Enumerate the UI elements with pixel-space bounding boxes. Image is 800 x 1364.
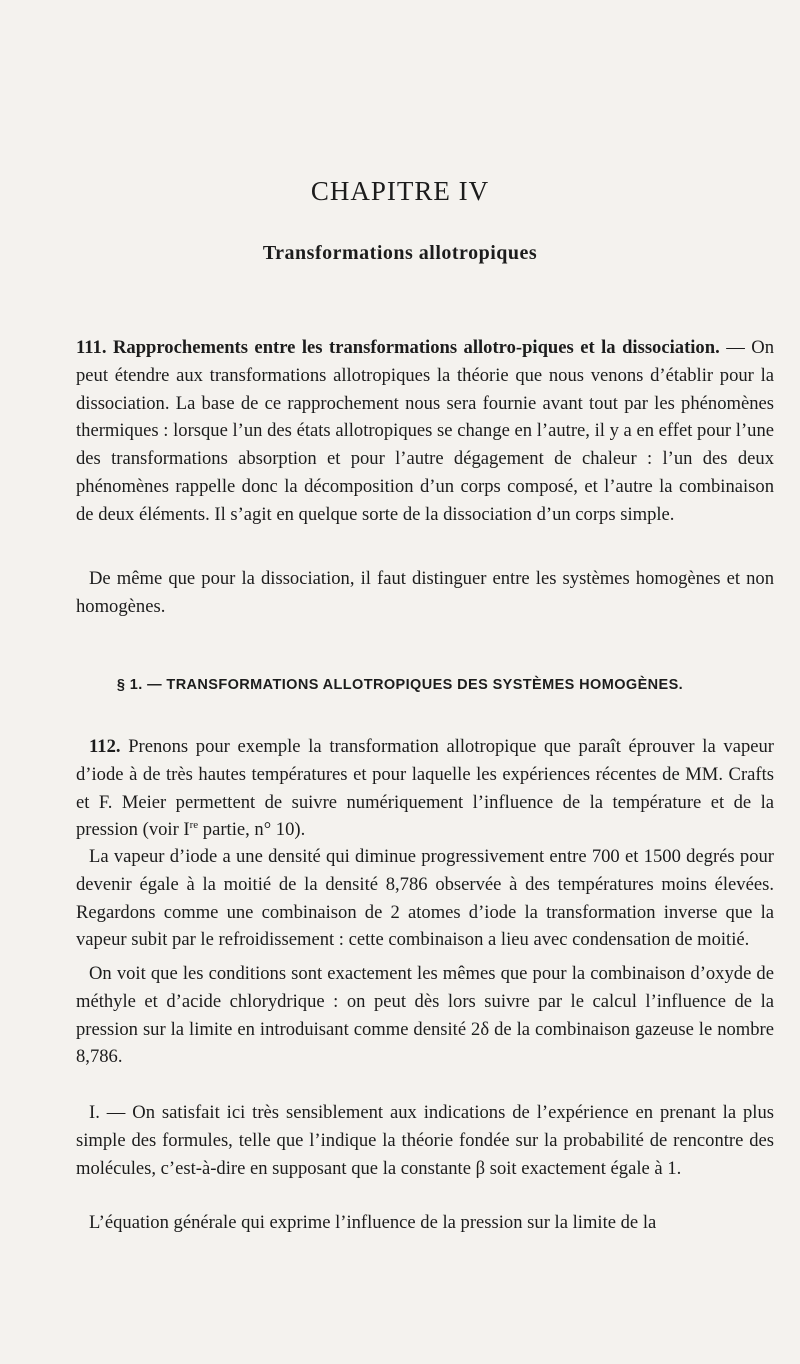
paragraph-heading: Rapprochements entre les transformations allotro-piques et la dissociation.: [112, 337, 720, 358]
paragraph-I: I. — On satisfait ici très sensiblement aux indications de l’expérience en prenant la plus simple des formules, telle que l’indique la théorie fondée sur la probabilité de rencontre des molécules, c’est-à-dire en supposant que la constante β soit exactement égale à 1.: [76, 1102, 774, 1179]
paragraph-text-end: partie, n° 10).: [198, 819, 306, 841]
paragraph-111-continued: De même que pour la dissociation, il faut distinguer entre les systèmes homogènes et non homogènes.: [76, 568, 774, 617]
chapter-title: CHAPITRE IV: [310, 176, 490, 206]
paragraph-number: 112.: [89, 736, 121, 757]
paragraph-number: 111.: [76, 337, 107, 358]
paragraph-112-density: La vapeur d’iode a une densité qui diminue progressivement entre 700 et 1500 degrés pour devenir égale à la moitié de la densité 8,786 observée à des températures moins élevées. Regardons comme une combinaison de 2 atomes d’iode la transformation inverse que la vapeur subit par le refroidissement : cette combinaison a lieu avec condensation de moitié.: [76, 846, 774, 951]
paragraph-text: — On peut étendre aux transformations allotropiques la théorie que nous venons d’établir pour la dissociation. La base de ce rapprochement nous sera fournie avant tout par les phénomènes thermiques : lorsque l’un des états allotropiques se change en l’autre, il y a en effet pour l’une des transformations absorption et pour l’autre dégagement de chaleur : l’un des deux phénomènes rappelle donc la décomposition d’un corps composé, et l’autre la combinaison de deux éléments. Il s’agit en quelque sorte de la dissociation d’un corps simple.: [76, 337, 774, 525]
superscript: re: [189, 819, 199, 832]
chapter-subtitle: Transformations allotropiques: [262, 242, 538, 264]
paragraph-text: Prenons pour exemple la transformation allotropique que paraît éprouver la vapeur d’iode à de très hautes températures et pour laquelle les expériences récentes de MM. Crafts et F. Meier permettent de suivre numériquement l’influence de la température et de la pression (voir I: [76, 736, 774, 841]
paragraph-112-conditions: On voit que les conditions sont exactement les mêmes que pour la combinaison d’oxyde de méthyle et d’acide chlorydrique : on peut dès lors suivre par le calcul l’influence de la pression sur la limite en introduisant comme densité 2δ de la combinaison gazeuse le nombre 8,786.: [76, 963, 774, 1068]
paragraph-111: [76, 334, 774, 529]
paragraph-I-equation: L’équation générale qui exprime l’influence de la pression sur la limite de la: [89, 1212, 657, 1233]
section-heading: § 1. — TRANSFORMATIONS ALLOTROPIQUES DES SYSTÈMES HOMOGÈNES.: [116, 677, 684, 693]
paragraph-112: [76, 733, 774, 844]
